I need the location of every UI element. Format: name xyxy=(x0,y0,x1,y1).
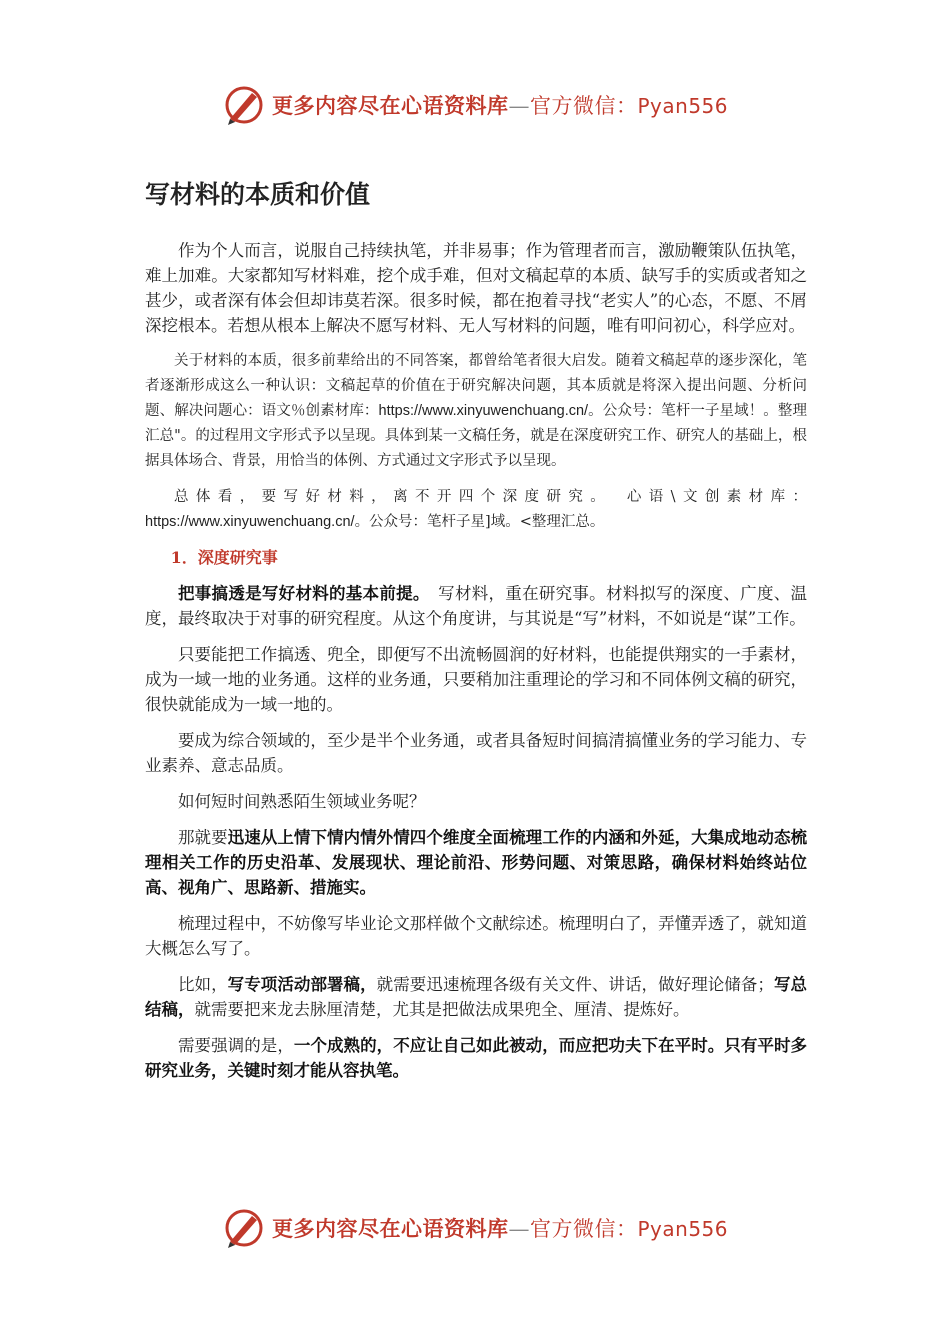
paragraph-5: 只要能把工作搞透、兜全，即便写不出流畅圆润的好材料，也能提供翔实的一手素材，成为一域一地的业务通。这样的业务通，只要稍加注重理论的学习和不同体例文稿的研究，很快就能成为一域一地的。 xyxy=(145,645,807,714)
paragraph-11: 需要强调的是，一个成熟的，不应让自己如此被动，而应把功夫下在平时。只有平时多研究业务，关键时刻才能从容执笔。 xyxy=(145,1036,808,1080)
url-text: https://www.xinyuwenchuang.cn/ xyxy=(378,403,589,419)
banner-text: 更多内容尽在心语资料库—官方微信：Pyan556 xyxy=(271,93,728,118)
header-banner xyxy=(0,80,950,130)
footer-banner xyxy=(0,1203,950,1253)
paragraph-4: 把事搞透是写好材料的基本前提。 写材料，重在研究事。材料拟写的深度、广度、温度，最终取决于对事的研究程度。从这个角度讲，与其说是“写”材料，不如说是“谋”工作。 xyxy=(145,584,808,628)
paragraph-6: 要成为综合领域的，至少是半个业务通，或者具备短时间搞清搞懂业务的学习能力、专业素养、意志品质。 xyxy=(145,731,807,775)
banner-text: 更多内容尽在心语资料库—官方微信：Pyan556 xyxy=(271,1216,728,1241)
url-text: https://www.xinyuwenchuang.cn/ xyxy=(145,514,355,530)
paragraph-3: 总体看，要写好材料，离不开四个深度研究。 心语\文创素材库：https://www.xinyuwenchuang.cn/。公众号：笔杆子星]域。<整理汇总。 xyxy=(145,489,807,530)
pen-logo-icon xyxy=(222,83,266,127)
section-heading: 1．深度研究事 xyxy=(170,548,278,567)
pen-logo-icon xyxy=(222,1206,266,1250)
paragraph-1: 作为个人而言，说服自己持续执笔，并非易事；作为管理者而言，激励鞭策队伍执笔，难上加难。大家都知写材料难，挖个成手难，但对文稿起草的本质、缺写手的实质或者知之甚少，或者深有体会但却讳莫若深。很多时候，都在抱着寻找“老实人”的心态，不愿、不屑深挖根本。若想从根本上解决不愿写材料、无人写材料的问题，唯有叩问初心，科学应对。 xyxy=(145,241,807,335)
paragraph-9: 梳理过程中，不妨像写毕业论文那样做个文献综述。梳理明白了，弄懂弄透了，就知道大概怎么写了。 xyxy=(145,914,807,958)
paragraph-7: 如何短时间熟悉陌生领域业务呢？ xyxy=(178,792,426,811)
document-body xyxy=(145,176,807,1094)
page-title: 写材料的本质和价值 xyxy=(145,180,371,209)
paragraph-2: 关于材料的本质，很多前辈给出的不同答案，都曾给笔者很大启发。随着文稿起草的逐步深化，笔者逐渐形成这么一种认识：文稿起草的价值在于研究解决问题，其本质就是将深入提出问题、分析问题、解决问题心：语文％创素材库：https://www.xinyuwenchuang.cn/。公众号：笔杆一子星域！。整理汇总"。的过程用文字形式予以呈现。具体到某一文稿任务，就是在深度研究工作、研究人的基础上，根据具体场合、背景，用恰当的体例、方式通过文字形式予以呈现。 xyxy=(145,353,807,469)
paragraph-10: 比如，写专项活动部署稿，就需要迅速梳理各级有关文件、讲话，做好理论储备；写总结稿，就需要把来龙去脉厘清楚，尤其是把做法成果兜全、厘清、提炼好。 xyxy=(145,975,808,1019)
paragraph-8: 那就要迅速从上情下情内情外情四个维度全面梳理工作的内涵和外延，大集成地动态梳理相关工作的历史沿革、发展现状、理论前沿、形势问题、对策思路，确保材料始终站位高、视角广、思路新、措施实。 xyxy=(145,828,808,897)
